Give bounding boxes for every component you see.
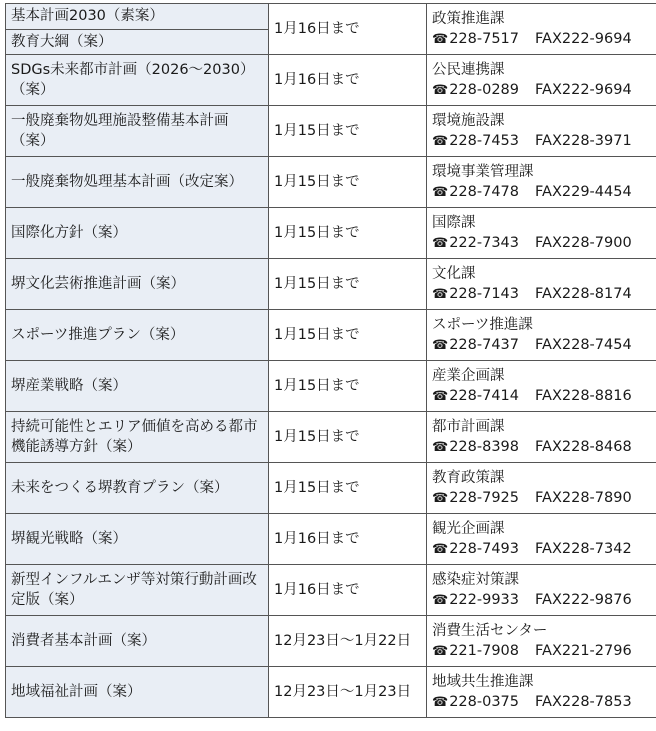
- deadline: 1月15日まで: [269, 412, 427, 463]
- phone-line: [432, 539, 651, 560]
- deadline: 1月15日まで: [269, 259, 427, 310]
- contact-cell: [427, 514, 656, 565]
- phone-line: [432, 284, 651, 305]
- phone-number: 228-8398: [449, 438, 520, 455]
- plan-name: 堺産業戦略（案）: [6, 361, 269, 412]
- fax-number: FAX221-2796: [535, 642, 632, 659]
- table-row: [6, 565, 656, 616]
- contact-cell: [427, 55, 656, 106]
- phone-number: 222-7343: [449, 234, 520, 251]
- contact-cell: [427, 412, 656, 463]
- phone-line: [432, 131, 651, 152]
- telephone-icon: ☎: [432, 184, 449, 200]
- department-name: 文化課: [432, 265, 476, 282]
- phone-number: 228-7143: [449, 285, 520, 302]
- telephone-icon: ☎: [432, 133, 449, 149]
- department-name: 環境施設課: [432, 112, 505, 129]
- phone-line: [432, 641, 651, 662]
- fax-number: FAX222-9694: [535, 30, 632, 47]
- department-name: 産業企画課: [432, 367, 505, 384]
- table-row: [6, 106, 656, 157]
- table-row: [6, 310, 656, 361]
- phone-number: 228-7437: [449, 336, 520, 353]
- fax-number: FAX228-7853: [535, 693, 632, 710]
- phone-number: 222-9933: [449, 591, 520, 608]
- deadline: 12月23日～1月22日: [269, 616, 427, 667]
- telephone-icon: ☎: [432, 490, 449, 506]
- department-name: 感染症対策課: [432, 571, 519, 588]
- phone-number: 228-0289: [449, 81, 520, 98]
- deadline: 1月16日まで: [269, 4, 427, 55]
- contact-cell: [427, 208, 656, 259]
- plan-name: 一般廃棄物処理施設整備基本計画（案）: [6, 106, 269, 157]
- telephone-icon: ☎: [432, 31, 449, 47]
- phone-line: [432, 386, 651, 407]
- department-name: 地域共生推進課: [432, 673, 534, 690]
- telephone-icon: ☎: [432, 388, 449, 404]
- phone-line: [432, 29, 651, 50]
- phone-line: [432, 590, 651, 611]
- deadline: 1月15日まで: [269, 310, 427, 361]
- phone-line: [432, 437, 651, 458]
- table-row: [6, 412, 656, 463]
- fax-number: FAX228-7454: [535, 336, 632, 353]
- table-row: [6, 208, 656, 259]
- phone-line: [432, 80, 651, 101]
- plan-name: 消費者基本計画（案）: [6, 616, 269, 667]
- deadline: 1月15日まで: [269, 361, 427, 412]
- telephone-icon: ☎: [432, 694, 449, 710]
- fax-number: FAX222-9694: [535, 81, 632, 98]
- telephone-icon: ☎: [432, 337, 449, 353]
- department-name: 環境事業管理課: [432, 163, 534, 180]
- phone-number: 228-0375: [449, 693, 520, 710]
- fax-number: FAX228-8174: [535, 285, 632, 302]
- plan-name: 国際化方針（案）: [6, 208, 269, 259]
- plan-comment-table: [5, 3, 656, 718]
- contact-cell: [427, 259, 656, 310]
- plan-name: 基本計画2030（素案）: [6, 4, 269, 30]
- telephone-icon: ☎: [432, 286, 449, 302]
- contact-cell: [427, 616, 656, 667]
- fax-number: FAX228-7342: [535, 540, 632, 557]
- plan-name: 持続可能性とエリア価値を高める都市機能誘導方針（案）: [6, 412, 269, 463]
- telephone-icon: ☎: [432, 82, 449, 98]
- table-row: [6, 361, 656, 412]
- deadline: 1月15日まで: [269, 106, 427, 157]
- table-body: [6, 4, 656, 718]
- phone-number: 228-7478: [449, 183, 520, 200]
- telephone-icon: ☎: [432, 592, 449, 608]
- plan-name: 一般廃棄物処理基本計画（改定案）: [6, 157, 269, 208]
- contact-cell: [427, 463, 656, 514]
- phone-number: 228-7517: [449, 30, 520, 47]
- plan-name: 未来をつくる堺教育プラン（案）: [6, 463, 269, 514]
- department-name: スポーツ推進課: [432, 316, 533, 333]
- department-name: 教育政策課: [432, 469, 505, 486]
- contact-cell: [427, 361, 656, 412]
- fax-number: FAX228-7890: [535, 489, 632, 506]
- plan-name: 地域福祉計画（案）: [6, 667, 269, 718]
- fax-number: FAX229-4454: [535, 183, 632, 200]
- plan-name: 堺観光戦略（案）: [6, 514, 269, 565]
- deadline: 1月16日まで: [269, 565, 427, 616]
- fax-number: FAX228-8816: [535, 387, 632, 404]
- deadline: 1月15日まで: [269, 208, 427, 259]
- department-name: 消費生活センター: [432, 622, 548, 639]
- phone-number: 228-7925: [449, 489, 520, 506]
- contact-cell: [427, 565, 656, 616]
- phone-line: [432, 233, 651, 254]
- department-name: 政策推進課: [432, 10, 505, 27]
- table-row: [6, 514, 656, 565]
- table-row: [6, 55, 656, 106]
- contact-cell: [427, 310, 656, 361]
- deadline: 1月16日まで: [269, 514, 427, 565]
- deadline: 1月15日まで: [269, 157, 427, 208]
- fax-number: FAX222-9876: [535, 591, 632, 608]
- table-row: [6, 667, 656, 718]
- contact-cell: [427, 157, 656, 208]
- plan-name: 新型インフルエンザ等対策行動計画改定版（案）: [6, 565, 269, 616]
- fax-number: FAX228-3971: [535, 132, 632, 149]
- phone-number: 221-7908: [449, 642, 520, 659]
- phone-line: [432, 335, 651, 356]
- table-row: [6, 616, 656, 667]
- phone-number: 228-7453: [449, 132, 520, 149]
- table-row: [6, 4, 656, 30]
- deadline: 1月16日まで: [269, 55, 427, 106]
- department-name: 観光企画課: [432, 520, 505, 537]
- plan-name: スポーツ推進プラン（案）: [6, 310, 269, 361]
- telephone-icon: ☎: [432, 643, 449, 659]
- plan-name: SDGs未来都市計画（2026～2030）（案）: [6, 55, 269, 106]
- phone-number: 228-7493: [449, 540, 520, 557]
- plan-name: 教育大綱（案）: [6, 29, 269, 55]
- telephone-icon: ☎: [432, 439, 449, 455]
- table-row: [6, 157, 656, 208]
- phone-number: 228-7414: [449, 387, 520, 404]
- phone-line: [432, 182, 651, 203]
- department-name: 都市計画課: [432, 418, 505, 435]
- fax-number: FAX228-7900: [535, 234, 632, 251]
- telephone-icon: ☎: [432, 235, 449, 251]
- department-name: 国際課: [432, 214, 476, 231]
- table-row: [6, 259, 656, 310]
- plan-name: 堺文化芸術推進計画（案）: [6, 259, 269, 310]
- phone-line: [432, 692, 651, 713]
- table-row: [6, 463, 656, 514]
- contact-cell: [427, 667, 656, 718]
- phone-line: [432, 488, 651, 509]
- telephone-icon: ☎: [432, 541, 449, 557]
- department-name: 公民連携課: [432, 61, 505, 78]
- deadline: 1月15日まで: [269, 463, 427, 514]
- contact-cell: [427, 4, 656, 55]
- deadline: 12月23日～1月23日: [269, 667, 427, 718]
- contact-cell: [427, 106, 656, 157]
- fax-number: FAX228-8468: [535, 438, 632, 455]
